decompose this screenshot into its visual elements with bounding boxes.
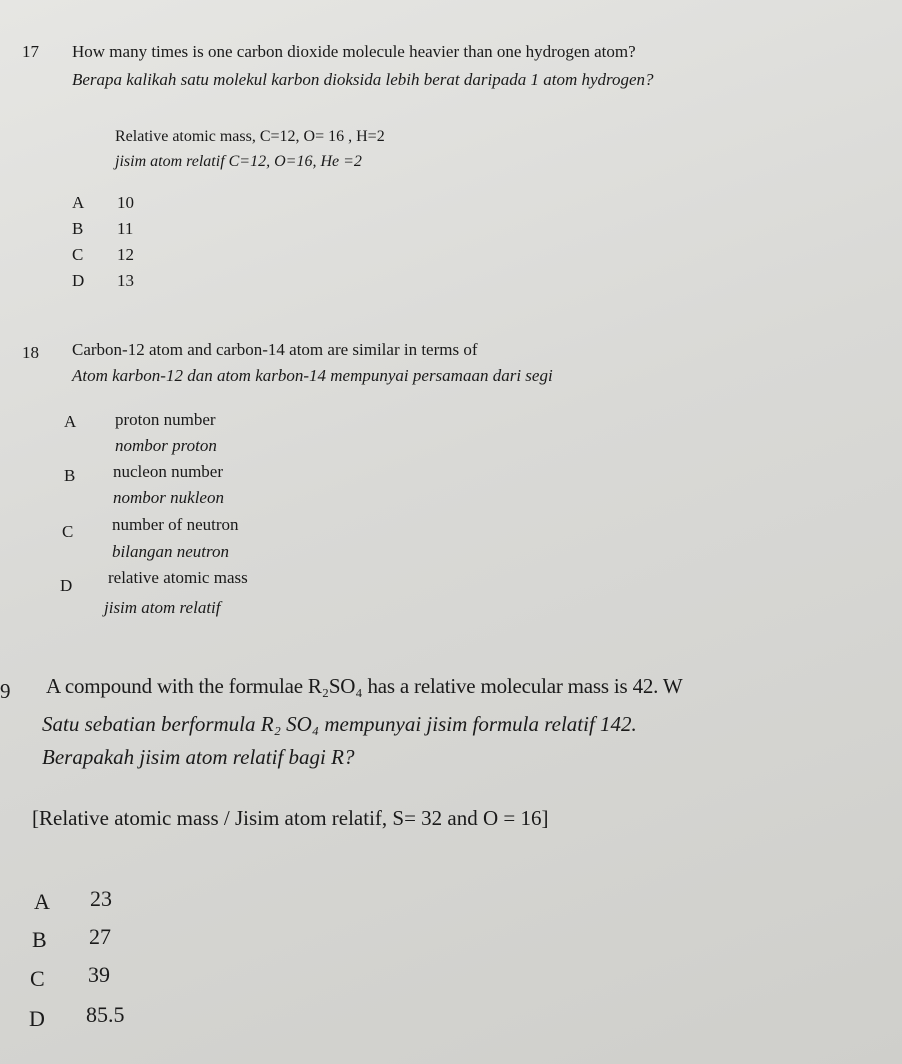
option-text-ms: nombor proton	[115, 436, 217, 455]
option-letter: A	[72, 193, 85, 212]
question-number: 18	[22, 343, 39, 362]
option-text: 11	[117, 219, 134, 238]
option-text: 10	[117, 193, 134, 212]
option-letter: C	[30, 966, 45, 991]
option-text: 27	[89, 924, 111, 949]
option-letter: D	[60, 576, 73, 595]
option-text: nucleon number	[113, 462, 223, 481]
option-text: 12	[117, 245, 134, 264]
option-letter: A	[34, 889, 50, 914]
option-letter: A	[64, 412, 77, 431]
relative-mass-info-en: Relative atomic mass, C=12, O= 16 , H=2	[115, 128, 385, 145]
relative-mass-info: [Relative atomic mass / Jisim atom relatif, S= 32 and O = 16]	[32, 806, 549, 830]
option-letter: B	[72, 219, 84, 238]
question-text-ms: Satu sebatian berformula R₂ SO₄ mempunyai jisim formula relatif 142.	[42, 712, 637, 736]
question-text-en: A compound with the formulae R₂SO₄ has a relative molecular mass is 42. W	[46, 674, 683, 698]
option-text-ms: bilangan neutron	[112, 542, 229, 561]
question-text-en: Carbon-12 atom and carbon-14 atom are similar in terms of	[72, 340, 478, 359]
option-letter: B	[32, 927, 47, 952]
option-letter: C	[72, 245, 84, 264]
option-text: proton number	[115, 410, 216, 429]
option-text: 13	[117, 271, 134, 290]
question-text-en: How many times is one carbon dioxide molecule heavier than one hydrogen atom?	[72, 42, 636, 61]
option-text: number of neutron	[112, 515, 239, 534]
option-text: 39	[88, 962, 110, 987]
option-letter: D	[72, 271, 85, 290]
option-text-ms: jisim atom relatif	[104, 598, 221, 617]
question-number: 17	[22, 42, 39, 61]
question-text-ms: Atom karbon-12 dan atom karbon-14 mempunyai persamaan dari segi	[72, 366, 553, 385]
option-text: relative atomic mass	[108, 568, 248, 587]
option-letter: C	[62, 522, 74, 541]
question-text-ms-2: Berapakah jisim atom relatif bagi R?	[42, 745, 355, 769]
option-letter: B	[64, 466, 76, 485]
option-text-ms: nombor nukleon	[113, 488, 224, 507]
question-number: 9	[0, 679, 11, 703]
relative-mass-info-ms: jisim atom relatif C=12, O=16, He =2	[115, 153, 362, 170]
option-letter: D	[29, 1006, 45, 1031]
option-text: 23	[90, 886, 112, 911]
option-text: 85.5	[86, 1002, 125, 1027]
question-text-ms: Berapa kalikah satu molekul karbon dioksida lebih berat daripada 1 atom hydrogen?	[72, 70, 654, 89]
